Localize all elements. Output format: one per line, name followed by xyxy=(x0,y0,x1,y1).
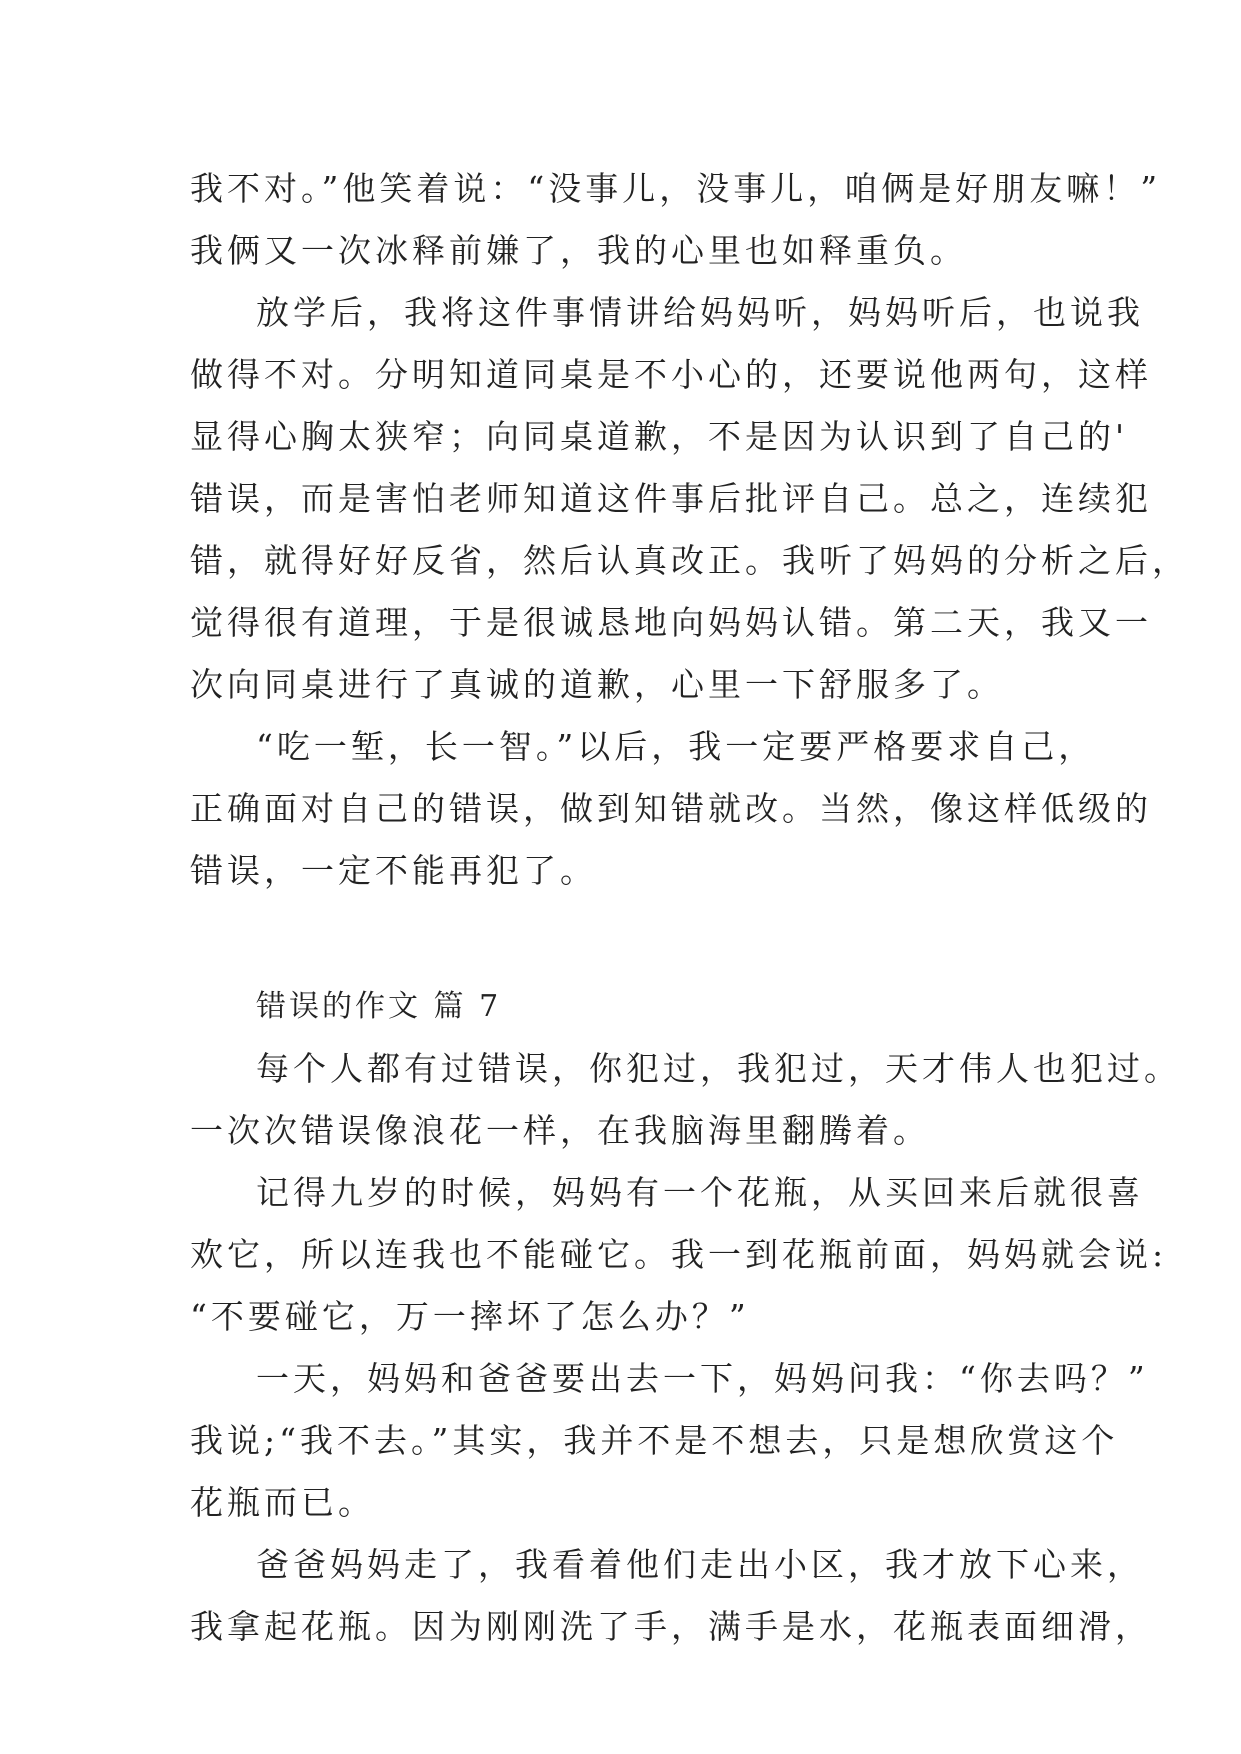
text-line: 正确面对自己的错误，做到知错就改。当然，像这样低级的 xyxy=(190,789,1152,828)
text-line: 我俩又一次冰释前嫌了，我的心里也如释重负。 xyxy=(190,231,967,270)
essay-section-previous xyxy=(190,158,1189,902)
text-line: 放学后，我将这件事情讲给妈妈听，妈妈听后，也说我 xyxy=(256,293,1144,332)
text-line: 我不对。”他笑着说：“没事儿，没事儿，咱俩是好朋友嘛！” xyxy=(190,169,1162,208)
text-line: 做得不对。分明知道同桌是不小心的，还要说他两句，这样 xyxy=(190,355,1152,394)
section-gap xyxy=(190,902,1050,976)
text-line: 欢它，所以连我也不能碰它。我一到花瓶前面，妈妈就会说: xyxy=(190,1235,1168,1274)
text-line: 显得心胸太狭窄；向同桌道歉，不是因为认识到了自己的' xyxy=(190,417,1129,456)
text-line: 一次次错误像浪花一样，在我脑海里翻腾着。 xyxy=(190,1111,930,1150)
text-line: 花瓶而已。 xyxy=(190,1483,375,1522)
text-line: 爸爸妈妈走了，我看着他们走出小区，我才放下心来， xyxy=(256,1545,1144,1584)
text-line: 错，就得好好反省，然后认真改正。我听了妈妈的分析之后， xyxy=(190,541,1189,580)
text-line: 我说;“我不去。”其实，我并不是不想去，只是想欣赏这个 xyxy=(190,1421,1119,1460)
text-line: 记得九岁的时候，妈妈有一个花瓶，从买回来后就很喜 xyxy=(256,1173,1144,1212)
text-line: 我拿起花瓶。因为刚刚洗了手，满手是水，花瓶表面细滑， xyxy=(190,1607,1152,1646)
text-line: 错误，一定不能再犯了。 xyxy=(190,851,597,890)
text-line: 每个人都有过错误，你犯过，我犯过，天才伟人也犯过。 xyxy=(256,1049,1181,1088)
text-line: 次向同桌进行了真诚的道歉，心里一下舒服多了。 xyxy=(190,665,1004,704)
essay-section-7 xyxy=(190,1038,1181,1658)
text-line: 觉得很有道理，于是很诚恳地向妈妈认错。第二天，我又一 xyxy=(190,603,1152,642)
text-line: 错误，而是害怕老师知道这件事后批评自己。总之，连续犯 xyxy=(190,479,1152,518)
text-line: “不要碰它，万一摔坏了怎么办？” xyxy=(190,1297,750,1336)
essay-heading: 错误的作文 篇 7 xyxy=(256,989,502,1024)
text-line: 一天，妈妈和爸爸要出去一下，妈妈问我：“你去吗？” xyxy=(256,1359,1149,1398)
text-line: “吃一堑，长一智。”以后，我一定要严格要求自己， xyxy=(256,727,1096,766)
document-body xyxy=(190,158,1189,1658)
